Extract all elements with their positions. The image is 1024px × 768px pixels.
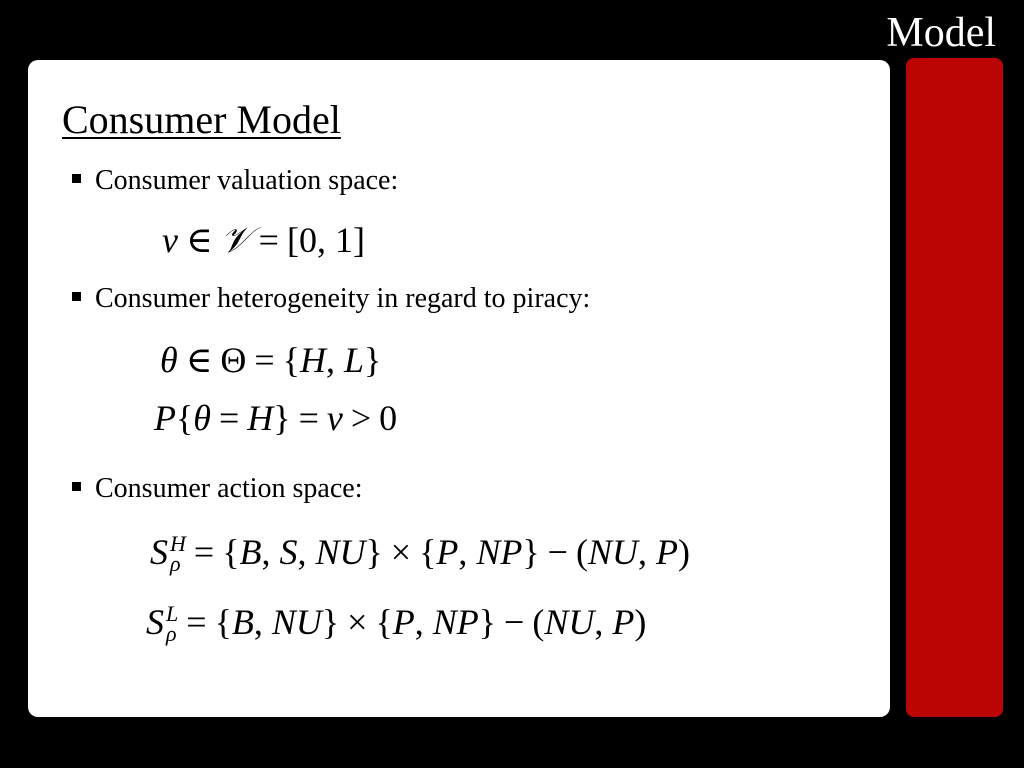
bullet-label: Consumer action space:	[95, 473, 363, 504]
equation-action-high: S H ρ = {B, S, NU} × {P, NP} − (NU, P)	[150, 530, 690, 576]
equation-heterogeneity-set: θ ∈ Θ = {H, L}	[160, 340, 382, 380]
bullet-label: Consumer valuation space:	[95, 165, 399, 196]
bullet-label: Consumer heterogeneity in regard to piracy:	[95, 283, 591, 314]
decorative-sidebar	[906, 58, 1003, 717]
square-bullet-icon	[72, 482, 81, 491]
equation-heterogeneity-prob: P{θ = H} = ν > 0	[154, 398, 398, 438]
bullet-action-space	[72, 472, 362, 506]
slide-title: Consumer Model	[62, 97, 341, 142]
equation-valuation: v ∈ 𝒱 = [0, 1]	[162, 220, 365, 261]
section-title: Model	[886, 10, 996, 56]
square-bullet-icon	[72, 292, 81, 301]
bullet-valuation-space	[72, 164, 398, 198]
bullet-heterogeneity	[72, 282, 590, 316]
equation-action-low: S L ρ = {B, NU} × {P, NP} − (NU, P)	[146, 600, 647, 646]
slide-content-panel	[28, 60, 890, 717]
square-bullet-icon	[72, 174, 81, 183]
